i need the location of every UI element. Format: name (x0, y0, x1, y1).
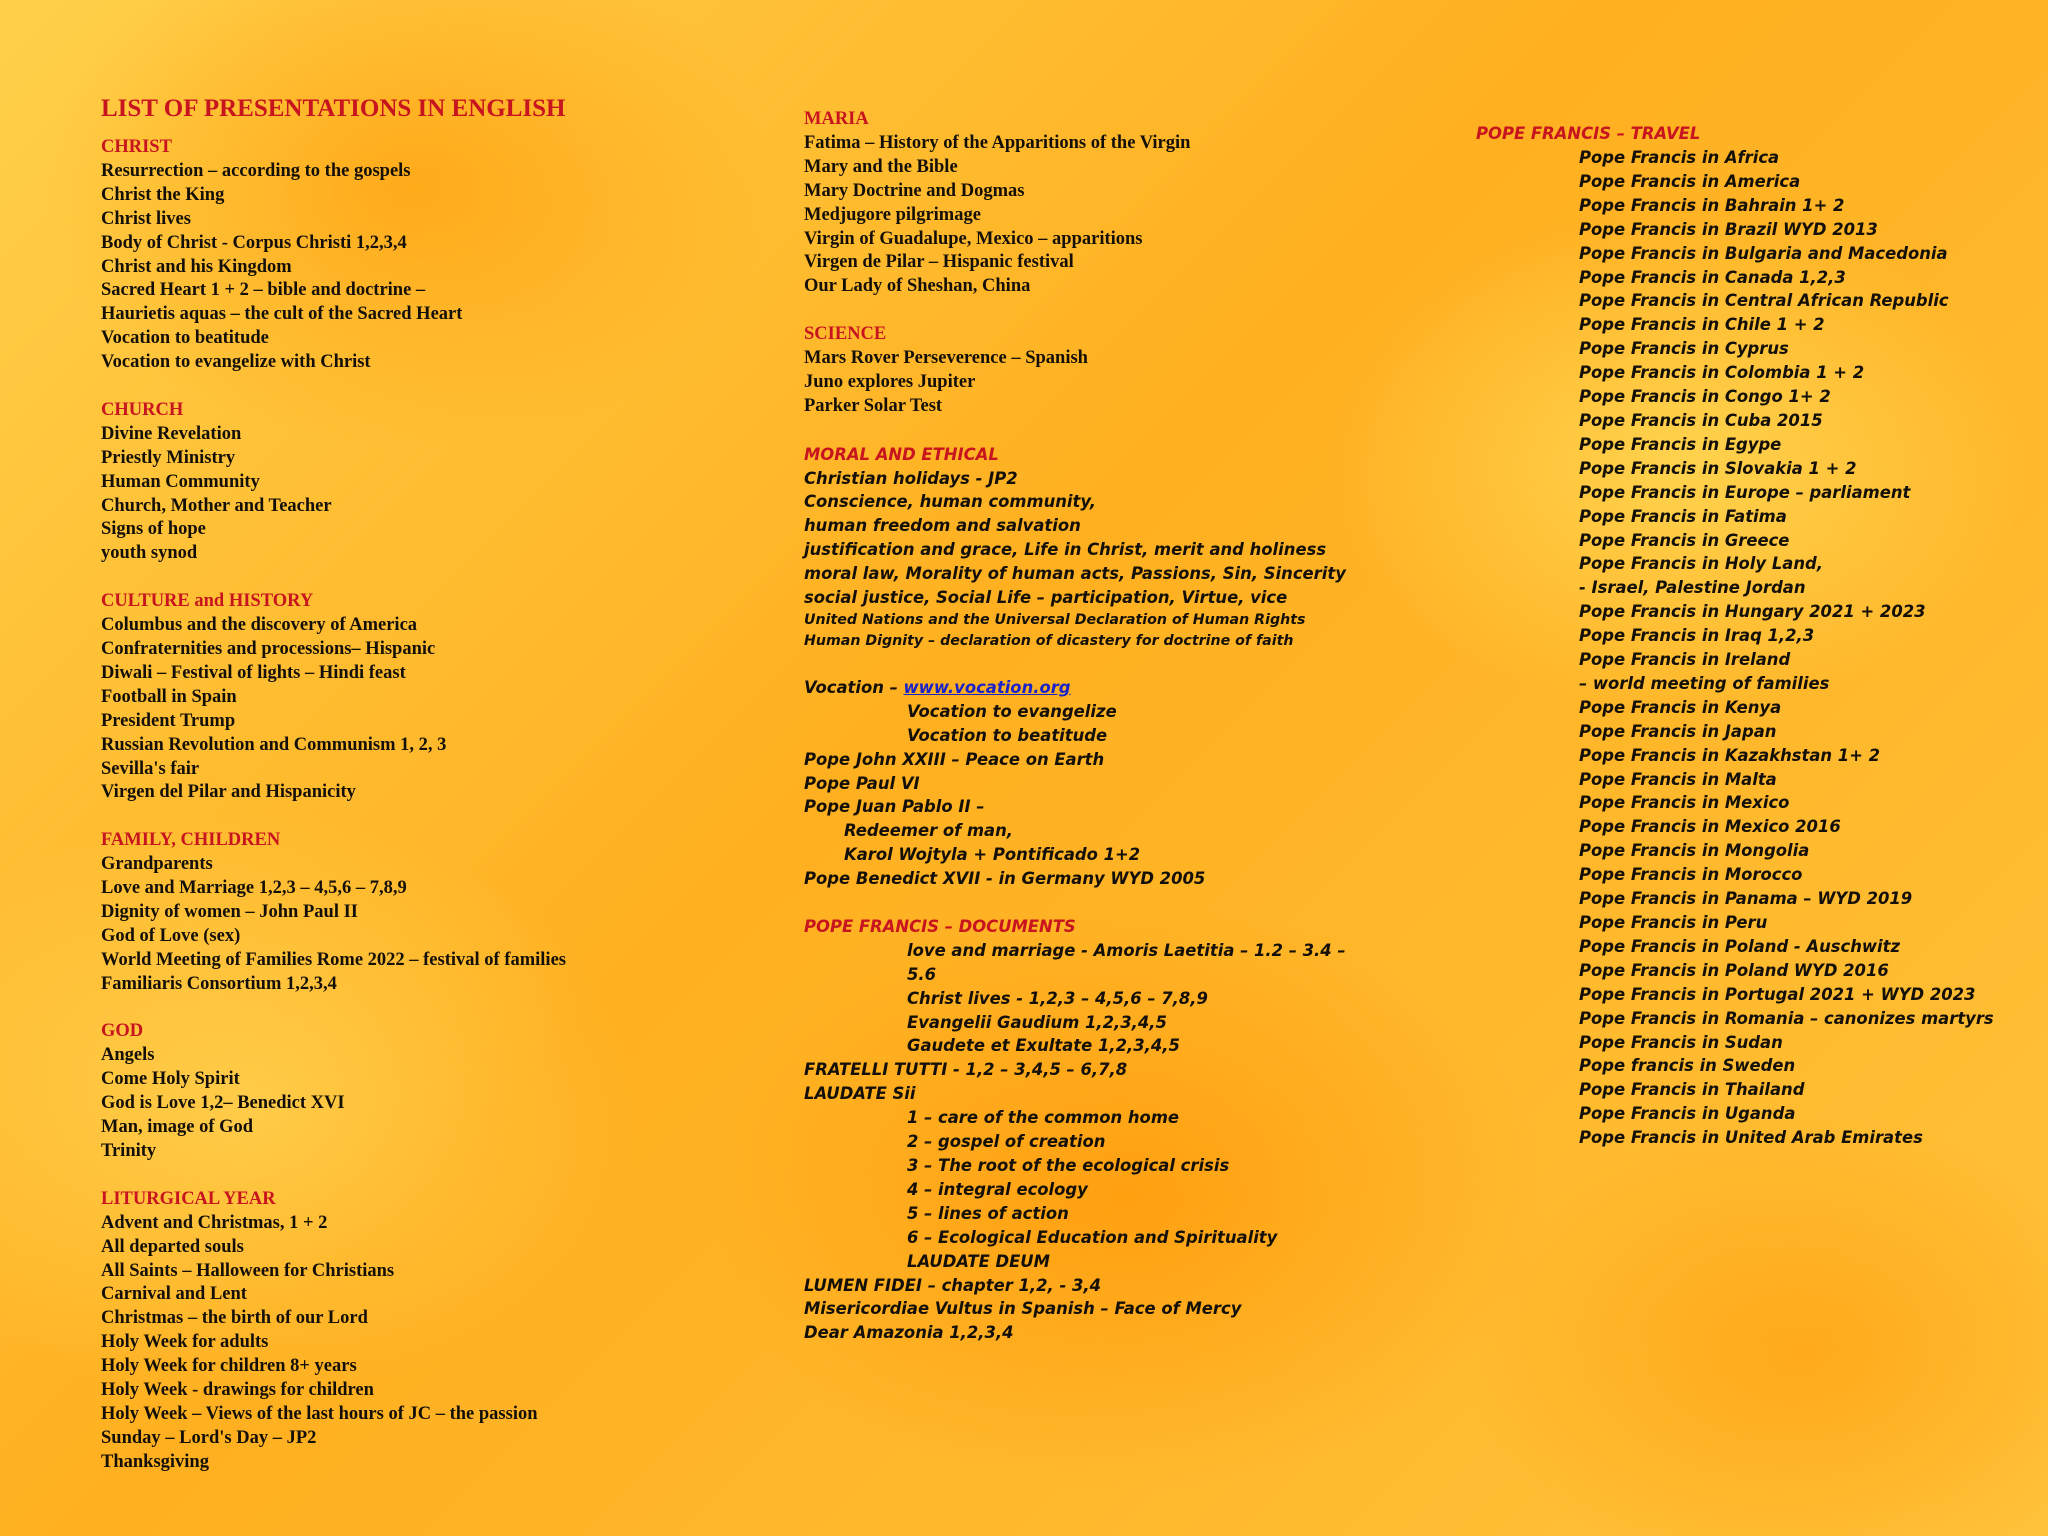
list-item: Our Lady of Sheshan, China (804, 276, 1031, 297)
section-heading: MORAL AND ETHICAL (804, 444, 999, 464)
list-item: - Israel, Palestine Jordan (1579, 578, 1806, 598)
list-item: Pope Francis in America (1579, 171, 1801, 191)
list-item: 6 – Ecological Education and Spirituality (907, 1227, 1278, 1247)
list-item: Pope Francis in Congo 1+ 2 (1579, 387, 1831, 407)
list-item: God is Love 1,2– Benedict XVI (101, 1093, 345, 1114)
section-church (101, 399, 741, 566)
laudate-list (804, 1106, 1424, 1273)
list-item: Pope Francis in Poland WYD 2016 (1579, 960, 1889, 980)
list-item: Redeemer of man, (844, 821, 1014, 841)
list-item: Human Community (101, 471, 260, 492)
list-item: Vocation to beatitude (907, 725, 1108, 745)
list-item: Dear Amazonia 1,2,3,4 (804, 1323, 1014, 1343)
section-science (804, 323, 1424, 419)
list-item: Signs of hope (101, 519, 206, 540)
list-item: Christ lives - 1,2,3 – 4,5,6 – 7,8,9 (907, 988, 1208, 1008)
list-item: Pope Francis in Japan (1579, 721, 1777, 741)
list-item: Juno explores Jupiter (804, 371, 976, 392)
list-item: Pope Francis in Egype (1579, 434, 1782, 454)
section-vocation (804, 676, 1424, 891)
list-item: Christ the King (101, 184, 225, 205)
section-documents (804, 915, 1424, 1345)
list-item: Confraternities and processions– Hispanic (101, 639, 436, 659)
vocation-line (804, 676, 1424, 700)
left-sections (101, 136, 741, 1475)
list-item: Pope Francis in Poland - Auschwitz (1579, 936, 1901, 956)
list-item: Vocation to evangelize with Christ (101, 352, 371, 373)
list-item: Body of Christ - Corpus Christi 1,2,3,4 (101, 232, 407, 253)
list-item: Pope Francis in Peru (1579, 913, 1768, 932)
list-item: Come Holy Spirit (101, 1069, 240, 1090)
maria-list (804, 132, 1424, 299)
list-item: God of Love (sex) (101, 925, 241, 946)
list-item: Carnival and Lent (101, 1284, 247, 1305)
list-item: Fatima – History of the Apparitions of the Virgin (804, 132, 1191, 153)
list-item: Church, Mother and Teacher (101, 495, 332, 516)
list-item: Holy Week for adults (101, 1332, 269, 1353)
column-right (1476, 122, 2036, 1150)
list-item: Virgin of Guadalupe, Mexico – apparitions (804, 228, 1143, 249)
list-item: Thanksgiving (101, 1451, 209, 1472)
vocation-popes-list (804, 748, 1424, 820)
list-item: FRATELLI TUTTI - 1,2 – 3,4,5 – 6,7,8 (804, 1060, 1128, 1080)
list-item: Pope Francis in Iraq 1,2,3 (1579, 626, 1815, 646)
section-heading: CULTURE and HISTORY (101, 591, 314, 612)
list-item: Pope Francis in Canada 1,2,3 (1579, 267, 1846, 287)
list-item: 5 – lines of action (907, 1203, 1069, 1223)
list-item: Pope Francis in Greece (1579, 530, 1790, 550)
list-item: Pope Francis in Central African Republic (1579, 291, 1949, 311)
list-item: Pope Francis in Cuba 2015 (1579, 410, 1823, 430)
list-item: Holy Week - drawings for children (101, 1380, 374, 1401)
list-item: Pope Francis in Thailand (1579, 1080, 1805, 1100)
list-item: Pope francis in Sweden (1579, 1056, 1796, 1076)
list-item: Karol Wojtyla + Pontificado 1+2 (844, 845, 1141, 865)
list-item: Pope Francis in Chile 1 + 2 (1579, 315, 1825, 335)
list-item: Mars Rover Perseverence – Spanish (804, 348, 1088, 369)
list-item: LUMEN FIDEI – chapter 1,2, - 3,4 (804, 1275, 1102, 1295)
list-item: Football in Spain (101, 686, 237, 707)
list-item: Medjugore pilgrimage (804, 204, 981, 225)
travel-list (1476, 146, 2036, 1150)
list-item: All departed souls (101, 1236, 244, 1257)
list-item: Pope Francis in Africa (1579, 148, 1780, 167)
list-item: LAUDATE DEUM (907, 1251, 1050, 1271)
list-item: Haurietis aquas – the cult of the Sacred Heart (101, 304, 463, 325)
science-list (804, 347, 1424, 419)
list-item: Familiaris Consortium 1,2,3,4 (101, 973, 337, 994)
list-item: Pope Francis in Kazakhstan 1+ 2 (1579, 745, 1881, 765)
section-heading: FAMILY, CHILDREN (101, 830, 281, 851)
section-heading: SCIENCE (804, 324, 887, 345)
list-item: Pope Francis in United Arab Emirates (1579, 1128, 1923, 1148)
list-item: Resurrection – according to the gospels (101, 160, 411, 181)
list-item: social justice, Social Life – participation, Virtue, vice (804, 588, 1288, 608)
list-item: Pope Francis in Mexico (1579, 793, 1790, 813)
vocation-link[interactable]: www.vocation.org (903, 677, 1071, 697)
column-left (101, 92, 741, 1499)
section-heading: CHRIST (101, 137, 172, 157)
list-item: Man, image of God (101, 1117, 254, 1138)
section-maria (804, 108, 1424, 299)
list-item: Gaudete et Exultate 1,2,3,4,5 (907, 1036, 1180, 1056)
list-item: human freedom and salvation (804, 516, 1081, 536)
list-item: Pope John XXIII – Peace on Earth (804, 749, 1105, 769)
list-item: Pope Francis in Uganda (1579, 1104, 1796, 1124)
list-item: Grandparents (101, 854, 213, 875)
list-item: – world meeting of families (1579, 673, 1830, 693)
list-item: Pope Francis in Slovakia 1 + 2 (1579, 458, 1857, 478)
list-item: Pope Francis in Kenya (1579, 697, 1782, 717)
list-item: Pope Francis in Fatima (1579, 506, 1787, 526)
list-item: All Saints – Halloween for Christians (101, 1260, 395, 1281)
list-item: Sacred Heart 1 + 2 – bible and doctrine – (101, 280, 426, 301)
column-middle (804, 108, 1424, 1369)
list-item: World Meeting of Families Rome 2022 – festival of families (101, 949, 566, 970)
section-heading: MARIA (804, 109, 869, 129)
list-item: Vocation to beatitude (101, 328, 269, 349)
page-title: LIST OF PRESENTATIONS IN ENGLISH (101, 95, 566, 122)
list-item: Love and Marriage 1,2,3 – 4,5,6 – 7,8,9 (101, 878, 407, 899)
list-item: 2 – gospel of creation (907, 1132, 1106, 1152)
section-moral (804, 443, 1424, 652)
section-god (101, 1020, 741, 1163)
list-item: Sunday – Lord's Day – JP2 (101, 1427, 317, 1448)
section-culture-and-history (101, 590, 741, 805)
list-item: Divine Revelation (101, 423, 242, 444)
list-item: Pope Francis in Bulgaria and Macedonia (1579, 243, 1948, 263)
list-item: Pope Francis in Bahrain 1+ 2 (1579, 195, 1845, 215)
jp2-list (804, 819, 1424, 867)
list-item: LAUDATE Sii (804, 1084, 916, 1104)
documents-list (804, 939, 1424, 1059)
list-item: youth synod (101, 543, 198, 564)
list-item: Pope Francis in Colombia 1 + 2 (1579, 363, 1865, 383)
section-liturgical-year (101, 1188, 741, 1475)
list-item: Holy Week – Views of the last hours of JC – the passion (101, 1403, 538, 1424)
list-item: Pope Francis in Mexico 2016 (1579, 817, 1841, 837)
list-item: Pope Francis in Malta (1579, 769, 1777, 789)
list-item: 5.6 (907, 964, 937, 984)
list-item: Priestly Ministry (101, 447, 236, 468)
documents-tail-list (804, 1274, 1424, 1346)
list-item: justification and grace, Life in Christ, merit and holiness (804, 540, 1327, 560)
list-item: Christian holidays - JP2 (804, 468, 1018, 488)
list-item: Virgen del Pilar and Hispanicity (101, 782, 356, 803)
list-item: Pope Francis in Ireland (1579, 650, 1791, 670)
list-item: United Nations and the Universal Declaration of Human Rights (804, 612, 1306, 628)
list-item: Pope Francis in Morocco (1579, 865, 1803, 885)
list-item: Parker Solar Test (804, 395, 943, 416)
list-item: Holy Week for children 8+ years (101, 1356, 357, 1377)
list-item: 4 – integral ecology (907, 1179, 1088, 1199)
list-item: Christ lives (101, 208, 191, 229)
list-item: Pope Paul VI (804, 773, 920, 793)
list-item: Vocation to evangelize (907, 701, 1117, 721)
list-item: Columbus and the discovery of America (101, 615, 418, 636)
list-item: Pope Francis in Sudan (1579, 1032, 1783, 1052)
list-item: Mary Doctrine and Dogmas (804, 180, 1025, 201)
list-item: Pope Francis in Portugal 2021 + WYD 2023 (1579, 984, 1976, 1004)
list-item: Pope Francis in Cyprus (1579, 339, 1789, 359)
moral-list (804, 467, 1424, 610)
section-heading: POPE FRANCIS – DOCUMENTS (804, 916, 1076, 936)
vocation-sub-list (804, 700, 1424, 748)
moral-small-list (804, 610, 1424, 652)
list-item: 1 – care of the common home (907, 1108, 1180, 1128)
list-item: Pope Francis in Holy Land, (1579, 554, 1823, 574)
section-heading: LITURGICAL YEAR (101, 1188, 276, 1209)
list-item: Pope Benedict XVII - in Germany WYD 2005 (804, 869, 1206, 889)
list-item: Conscience, human community, (804, 492, 1097, 512)
list-item: Pope Francis in Romania – canonizes martyrs (1579, 1008, 1994, 1028)
list-item: Pope Francis in Mongolia (1579, 841, 1810, 861)
list-item: Evangelii Gaudium 1,2,3,4,5 (907, 1012, 1167, 1032)
list-item: President Trump (101, 710, 236, 731)
list-item: Virgen de Pilar – Hispanic festival (804, 252, 1074, 273)
list-item: Sevilla's fair (101, 758, 200, 779)
section-heading: GOD (101, 1021, 144, 1042)
list-item: 3 – The root of the ecological crisis (907, 1156, 1230, 1175)
vocation-label: Vocation – (804, 677, 904, 697)
list-item: Angels (101, 1045, 155, 1066)
list-item: Pope Francis in Hungary 2021 + 2023 (1579, 602, 1926, 622)
list-item: Advent and Christmas, 1 + 2 (101, 1212, 328, 1233)
list-item: Human Dignity – declaration of dicastery for doctrine of faith (804, 633, 1294, 649)
list-item: love and marriage - Amoris Laetitia – 1.2 – 3.4 – (907, 940, 1346, 960)
list-item: Mary and the Bible (804, 156, 958, 177)
list-item: Christ and his Kingdom (101, 256, 292, 277)
list-item: Diwali – Festival of lights – Hindi feast (101, 662, 406, 683)
list-item: Misericordiae Vultus in Spanish – Face of Mercy (804, 1299, 1242, 1319)
list-item: Christmas – the birth of our Lord (101, 1308, 368, 1329)
section-christ (101, 136, 741, 375)
section-heading: POPE FRANCIS – TRAVEL (1476, 124, 1701, 143)
section-heading: CHURCH (101, 399, 184, 420)
list-item: Pope Francis in Europe – parliament (1579, 482, 1911, 502)
list-item: moral law, Morality of human acts, Passions, Sin, Sincerity (804, 564, 1346, 584)
list-item: Pope Francis in Panama – WYD 2019 (1579, 889, 1913, 909)
section-family-children (101, 829, 741, 996)
list-item: Trinity (101, 1141, 157, 1161)
list-item: Dignity of women – John Paul II (101, 901, 358, 922)
list-item: Pope Francis in Brazil WYD 2013 (1579, 219, 1878, 239)
list-item: Russian Revolution and Communism 1, 2, 3 (101, 734, 447, 755)
list-item: Pope Juan Pablo II – (804, 797, 985, 817)
